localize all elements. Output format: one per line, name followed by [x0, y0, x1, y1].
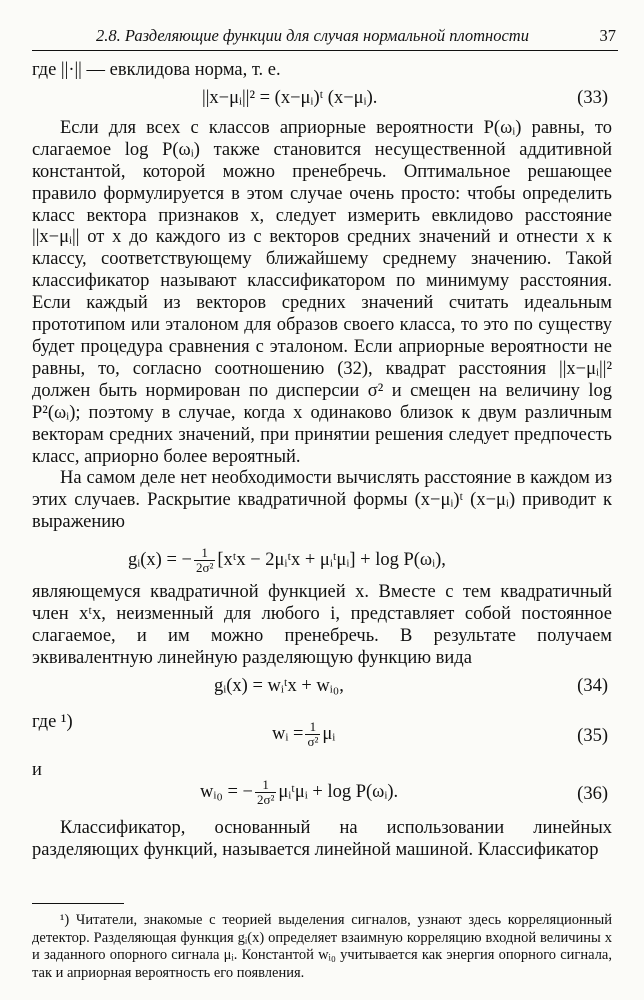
- fraction-denominator: 2σ²: [256, 791, 275, 807]
- section-title: 2.8. Разделяющие функции для случая нормальной плотности: [96, 26, 529, 45]
- equation-gi-formula: [128, 546, 446, 575]
- footnote: ¹) Читатели, знакомые с теорией выделения сигналов, узнают здесь корреляционный детектор. Разделяющая функция gᵢ(x) определяет взаимную корреляцию входной величины x и заданного опорного сигнала μᵢ. Константой wᵢ₀ учитывается как энергия опорного сигнала, так и априорная вероятность его появления.: [32, 912, 612, 981]
- equation-33-number: (33): [577, 87, 608, 108]
- equation-34-number: (34): [577, 675, 608, 696]
- equation-gi-rhs: [xᵗx − 2μᵢᵗx + μᵢᵗμᵢ] + log P(ωᵢ),: [217, 549, 446, 570]
- paragraph-4: Классификатор, основанный на использовании линейных разделяющих функций, называется линейной машиной. Классификатор: [32, 817, 612, 860]
- page-number: 37: [599, 26, 616, 45]
- main-text: [32, 60, 612, 862]
- equation-36-number: (36): [577, 783, 608, 804]
- equation-34: [32, 670, 612, 706]
- fraction: [194, 546, 215, 575]
- equation-36-lhs: wᵢ₀ = −: [200, 781, 253, 802]
- fraction: [305, 720, 320, 749]
- intro-line: где ||·|| — евклидова норма, т. е.: [32, 60, 281, 80]
- equation-35: [32, 706, 612, 754]
- equation-35-number: (35): [577, 725, 608, 746]
- equation-36-rhs: μᵢᵗμᵢ + log P(ωᵢ).: [278, 781, 399, 802]
- fraction-denominator: 2σ²: [195, 560, 214, 576]
- paragraph-3: являющемуся квадратичной функцией x. Вместе с тем квадратичный член xᵗx, неизменный для любого i, представляет собой постоянное слагаемое, и им можно пренебречь. В результате получаем эквивалентную линейную разделяющую функцию вида: [32, 582, 612, 668]
- fraction-denominator: σ²: [307, 733, 319, 749]
- equation-gi: [32, 534, 612, 582]
- footnote-divider: [32, 903, 124, 904]
- where-label: где ¹): [32, 711, 73, 732]
- equation-33-formula: ||x−μᵢ||² = (x−μᵢ)ᵗ (x−μᵢ).: [202, 87, 378, 108]
- fraction-numerator: 1: [255, 778, 276, 793]
- equation-36: [32, 754, 612, 818]
- equation-gi-lhs: gᵢ(x) = −: [128, 549, 192, 570]
- and-label: и: [32, 759, 42, 780]
- equation-35-rhs: μᵢ: [322, 723, 336, 744]
- fraction: [255, 778, 276, 807]
- equation-36-formula: [200, 778, 398, 807]
- equation-33: [32, 82, 612, 118]
- equation-35-formula: [272, 720, 335, 749]
- paragraph-1: Если для всех c классов априорные вероятности P(ωᵢ) равны, то слагаемое log P(ωᵢ) также становится несущественной аддитивной константой, которой можно пренебречь. Оптимальное решающее правило формулируется в этом случае очень просто: чтобы определить класс вектора признаков x, следует измерить евклидово расстояние ||x−μᵢ|| от x до каждого из c векторов средних значений и отнести x к классу, соответствующему ближайшему среднему значению. Такой классификатор называют классификатором по минимуму расстояния. Если каждый из векторов средних значений считать идеальным прототипом или эталоном для образов своего класса, то это по существу будет процедура сравнения с эталоном. Если априорные вероятности не равны, то, согласно соотношению (32), квадрат расстояния ||x−μᵢ||² должен быть нормирован по дисперсии σ² и смещен на величину log P²(ωᵢ); поэтому в случае, когда x одинаково близок к двум различным векторам средних значений, при принятии решения следует предпочесть класс, априорно более вероятный.: [32, 117, 612, 467]
- fraction-numerator: 1: [305, 720, 320, 735]
- equation-34-formula: gᵢ(x) = wᵢᵗx + wᵢ₀,: [214, 675, 344, 696]
- fraction-numerator: 1: [194, 546, 215, 561]
- paragraph-2: На самом деле нет необходимости вычислять расстояние в каждом из этих случаев. Раскрытие квадратичной формы (x−μᵢ)ᵗ (x−μᵢ) приводит к выражению: [32, 468, 612, 533]
- running-header: [32, 24, 618, 51]
- equation-35-lhs: wᵢ =: [272, 723, 304, 744]
